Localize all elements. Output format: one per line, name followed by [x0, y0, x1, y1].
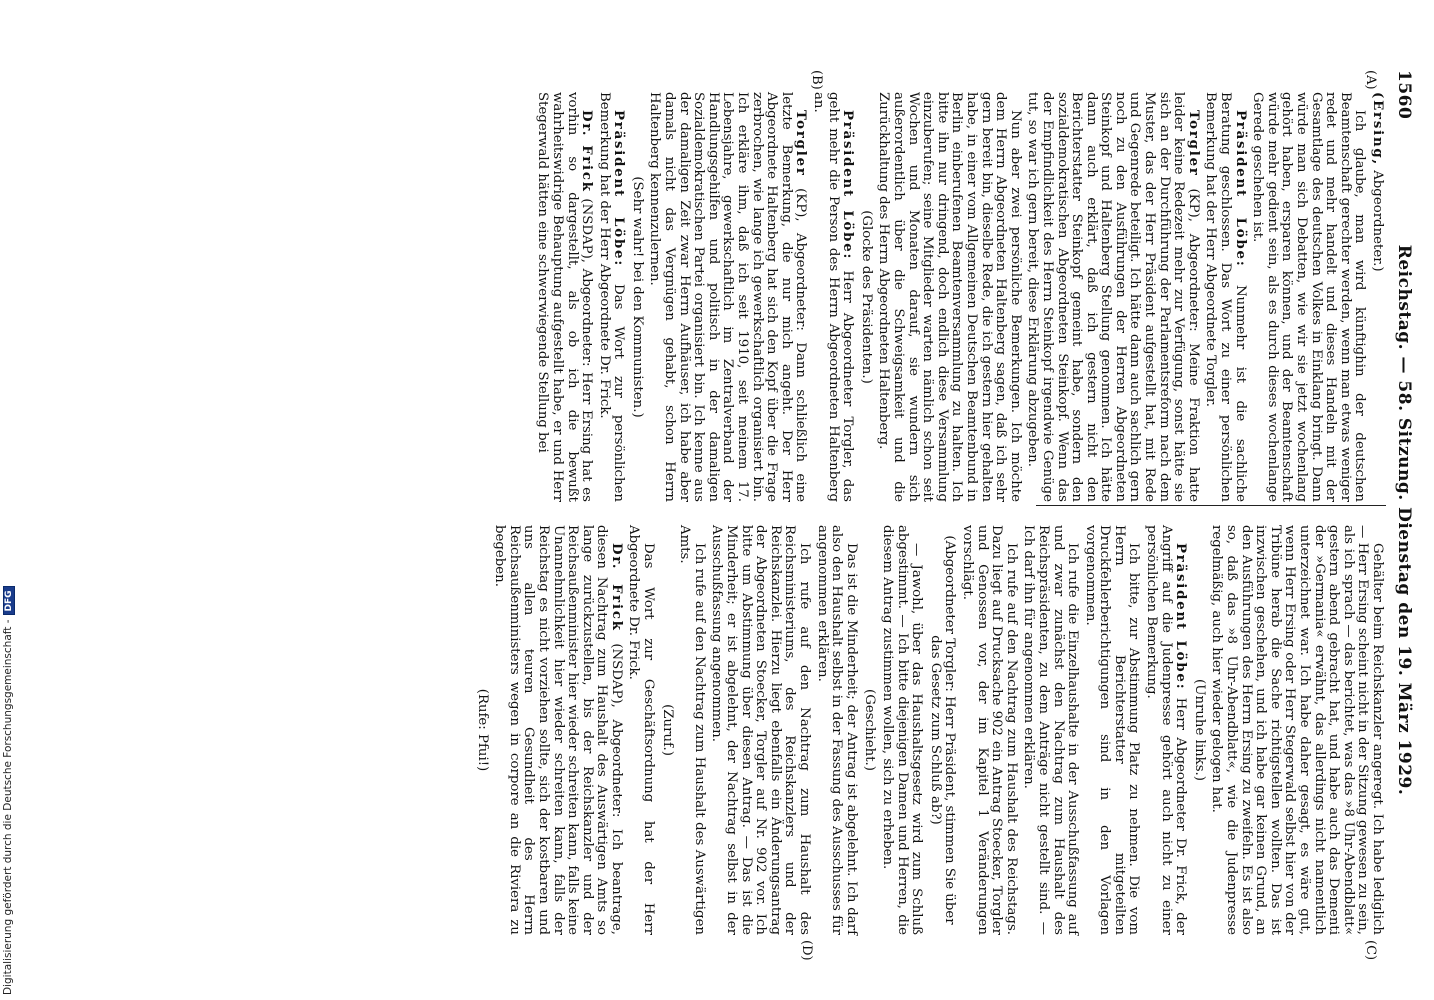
paragraph-text: Dann schließlich eine letzte Bemerkung, die nur mich angeht. Der Herr Abgeordnete Haltenberg hat sich den Kopf über die Frage zerbrochen, wie lange ich gewerkschaftlich organisiert bin. Ich erkläre ihm, daß ich seit 1910, seit meinem 17. Lebensjahre, gewerkschaftlich im Zentralverband der Handlungsgehilfen und politisch in der damaligen Sozialdemokratischen Partei organisiert bin. Ich kenne aus der damaligen Zeit zwar Herrn Aufhäuser, ich habe aber damals nicht das Vergnügen gehabt, schon Herrn Haltenberg kennenzulernen.: [647, 92, 809, 502]
paragraph: [1203, 92, 1247, 502]
stage-direction: (Geschieht.): [862, 689, 878, 771]
paragraph: [709, 525, 811, 935]
paragraph: [647, 92, 808, 502]
speaker-name: Präsident Löbe:: [611, 110, 627, 268]
stage-direction: (Rufe: Pfui!): [474, 688, 490, 772]
paragraph-text: Ich bitte, zur Abstimmung Platz zu nehmen. Die vom Herrn Berichterstatter mitgeteilten Druckfehlerberichtigungen sind in den Vorlagen vorgenommen.: [1082, 525, 1142, 935]
speaker-name: Dr. Frick: [579, 110, 595, 193]
paragraph-text: Das ist die Minderheit; der Antrag ist abgelehnt. Ich darf also den Haushalt selbst in der Fassung des Ausschusses für angenommen erklären.: [814, 525, 859, 935]
speaker-name: Präsident Löbe:: [1232, 110, 1248, 268]
paragraph-text: Herr Ersing hat es vorhin so dargestellt, als ob ich die bewußt wahrheitswidrige Behauptung aufgestellt habe, er und Herr Stegerwald hätten eine schwerwiegende Stellung bei: [535, 92, 595, 502]
paragraph-text: Ich rufe auf den Nachtrag zum Haushalt des Reichstags. Dazu liegt auf Drucksache 902 ein Antrag Stoecker, Torgler und Genossen vor, der im Kapitel 1 Veränderungen vorschlägt.: [959, 525, 1019, 935]
speaker-name: Torgler: [1185, 110, 1201, 177]
margin-marker-c: (C): [1363, 940, 1378, 961]
right-text-column: [470, 525, 1384, 935]
paragraph-text: Ich rufe auf den Nachtrag zum Haushalt des Auswärtigen Amts.: [677, 525, 707, 935]
paragraph: [535, 92, 593, 502]
paragraph-text: Das Wort zur persönlichen Bemerkung hat der Herr Abgeordnete Dr. Frick.: [596, 92, 627, 502]
paragraph-text: Ich rufe die Einzelhaushalte in der Ausschußfassung auf und zwar zunächst den Nachtrag zum Haushalt des Reichspräsidenten, zu dem Anträge nicht gestellt sind. — Ich darf ihn für angenommen erklären.: [1021, 525, 1081, 935]
paragraph-text: Nunmehr ist die sachliche Beratung geschlossen. Das Wort zu einer persönlichen Bemerkung hat der Herr Abgeordnete Torgler.: [1203, 92, 1248, 502]
column-divider: [1036, 505, 1386, 506]
paragraph: [1144, 525, 1188, 935]
speaker-role: (NSDAP), Abgeordneter:: [608, 631, 624, 818]
speaker-name: Dr. Frick: [608, 543, 624, 632]
paragraph: [677, 525, 706, 935]
left-text-column: [532, 92, 1384, 502]
paragraph-text: Ich rufe auf den Nachtrag zum Haushalt des Reichsministeriums, des Reichskanzlers und der Reichskanzlei. Hierzu liegt ebenfalls ein Änderungsantrag der Abgeordneten Stoecker, Torgler auf Nr. 902 vor. Ich bitte um Abstimmung über diesen Antrag. — Das ist die Minderheit; er ist abgelehnt, der Nachtrag selbst in der Ausschußfassung angenommen.: [709, 525, 813, 935]
paragraph-text: Ich glaube, man wird künftighin der deutschen Beamtenschaft gerechter werden, wenn man etwas weniger redet und mehr handelt und dieses Handeln mit der Gesamtlage des deutschen Volkes in Einklang bringt. Dann würde man sich Debatten, wie wir sie jetzt wochenlang gehört haben, ersparen können, und der Beamtenschaft würde mehr gedient sein, als es durch dieses wochenlange Gerede geschehen ist.: [1250, 92, 1368, 502]
funding-imprint: [2, 586, 15, 995]
paragraph-text: Nun aber zwei persönliche Bemerkungen. Ich möchte dem Herrn Abgeordneten Haltenberg sagen, daß ich sehr gern bereit bin, dieselbe Rede, die ich gestern hier gehalten habe, in einer vom Allgemeinen Deutschen Beamtenbund in Berlin einberufenen Beamtenversammlung zu halten. Ich bitte ihn nur dringend, doch endlich diese Versammlung einzuberufen; seine Mitglieder warten nämlich schon seit Wochen und Monaten darauf, sie wundern sich außerordentlich über die Schweigsamkeit und die Zurückhaltung des Herrn Abgeordneten Haltenberg.: [876, 92, 1023, 502]
paragraph: [879, 525, 923, 935]
imprint-text: Digitalisierung gefördert durch die Deutsche Forschungsgemeinschaft -: [2, 619, 14, 995]
paragraph: [596, 92, 625, 502]
paragraph: [1082, 525, 1140, 935]
margin-marker-a: (A): [1363, 70, 1378, 90]
paragraph: [959, 525, 1017, 935]
stage-direction: (Sehr wahr! bei den Kommunisten.): [629, 176, 645, 418]
stage-direction: (Glocke des Präsidenten.): [858, 210, 874, 384]
header-title: Reichstag. — 58. Sitzung. Dienstag den 19. März 1929.: [1394, 244, 1414, 796]
paragraph: [1209, 525, 1384, 935]
stage-direction: (Zuruf.): [659, 704, 675, 756]
paragraph: [492, 525, 623, 935]
speaker-role: (KP), Abgeordneter:: [793, 176, 809, 331]
paragraph-text: Ich beantrage, diesen Nachtrag zum Haushalt des Auswärtigen Amts so lange zurückzustellen, bis der Reichskanzler und der Reichsaußenminister hier wieder schreiten kann, falls keine Unannehmlichkeit hier wieder schreiten kann, falls der Reichstag es nicht vorziehen sollte, sich der kostbaren und uns allen teuren Gesundheit des Herrn Reichsaußenministers wegen in corpore an die Riviera zu begeben.: [492, 525, 624, 935]
paragraph: [626, 525, 655, 935]
paragraph: [1369, 92, 1384, 502]
paragraph-text: — Jawohl, über das Haushaltsgesetz wird zum Schluß abgestimmt. — Ich bitte diejenigen Damen und Herren, die diesem Antrag zustimmen wollen, sich zu erheben.: [880, 525, 925, 935]
speaker-role: Abgeordneter.): [1370, 165, 1385, 272]
paragraph-text: Das Wort zur Geschäftsordnung hat der Herr Abgeordnete Dr. Frick.: [626, 525, 657, 935]
speaker-name: Torgler: [793, 110, 809, 177]
stage-direction: (Abgeordneter Torgler: Herr Präsident, stimmen Sie über das Gesetz zum Schluß ab?): [927, 535, 958, 925]
paragraph-text: Herr Abgeordneter Torgler, das geht mehr die Person des Herrn Abgeordneten Haltenberg an.: [811, 92, 856, 502]
speaker-name: Präsident Löbe:: [840, 110, 856, 261]
paragraph-text: Herr Abgeordneter Dr. Frick, der Angriff auf die Judenpresse gehört auch nicht zu einer persönlichen Bemerkung.: [1144, 525, 1189, 935]
paragraph: [1021, 525, 1079, 935]
margin-marker-d: (D): [799, 940, 814, 961]
paragraph-text: Meine Fraktion hatte leider keine Redezeit mehr zur Verfügung, sonst hätte sie sich an der Durchführung der Parlamentsreform nach dem Muster, das der Herr Präsident aufgestellt hat, mit Rede und Gegenrede beteiligt. Ich hätte dann auch sachlich gern noch zu den Ausführungen der Herren Abgeordneten Steinkopf und Haltenberg Stellung genommen. Ich hätte dann auch erklärt, daß ich gestern nicht den Berichterstatter Steinkopf gemeint habe, sondern den sozialdemokratischen Abgeordneten Steinkopf. Wenn das der Empfindlichkeit des Herrn Steinkopf irgendwie Genüge tut, so war ich gern bereit, diese Erklärung abzugeben.: [1025, 92, 1201, 502]
paragraph: [1250, 92, 1367, 502]
margin-marker-b: (B): [809, 70, 824, 90]
paragraph: [814, 525, 858, 935]
stage-direction: (Unruhe links.): [1191, 679, 1207, 781]
page-number: 1560: [1394, 70, 1414, 120]
dfg-logo: DFG: [3, 586, 15, 615]
speaker-role: (KP), Abgeordneter:: [1185, 176, 1201, 332]
page-header: [1392, 70, 1416, 970]
speaker-role: (NSDAP), Abgeordneter:: [579, 192, 595, 367]
paragraph-text: Gehälter beim Reichskanzler angeregt. Ich habe lediglich — Herr Ersing scheint nicht in der Sitzung gewesen zu sein, als ich sprach — das berichtet, was das »8 Uhr-Abendblatt« gestern abend gebracht hat, und habe auch das Dementi der »Germania« erwähnt, das allerdings nicht namentlich unterzeichnet war. Ich habe daher gesagt, es wäre gut, wenn Herr Ersing oder Herr Stegerwald selbst hier von der Tribüne herab die Sache richtigstellen wollten. Das ist inzwischen geschehen, und ich habe gar keinen Grund, an den Ausführungen des Herrn Ersing zu zweifeln. Es ist also so, daß das »8 Uhr-Abendblatt«, wie die Judenpresse regelmäßig, auch hier wieder gelogen hat.: [1209, 525, 1385, 935]
speaker-name: Präsident Löbe:: [1173, 543, 1189, 691]
paragraph: [876, 92, 1022, 502]
speaker-name: (Ersing,: [1370, 92, 1385, 166]
paragraph: [1025, 92, 1200, 502]
paragraph: [810, 92, 854, 502]
